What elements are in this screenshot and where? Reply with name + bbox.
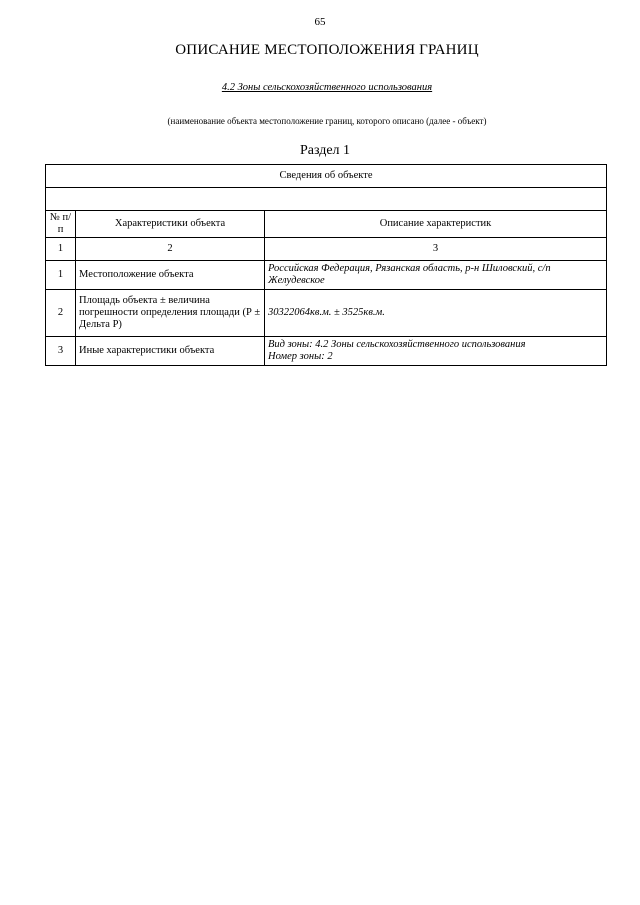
- column-index-3: 3: [265, 238, 607, 261]
- table-blank-row: [46, 188, 607, 211]
- table-columns-row: [46, 211, 607, 238]
- row-description-line: Номер зоны: 2: [268, 351, 333, 362]
- column-header-characteristic: Характеристики объекта: [76, 211, 265, 238]
- row-description: Российская Федерация, Рязанская область, р-н Шиловский, с/п Желудевское: [265, 261, 607, 290]
- document-title: ОПИСАНИЕ МЕСТОПОЛОЖЕНИЯ ГРАНИЦ: [175, 42, 479, 58]
- row-number: 3: [46, 337, 76, 366]
- table-row: [46, 337, 607, 366]
- table-header-row: [46, 165, 607, 188]
- object-caption: (наименование объекта местоположение границ, которого описано (далее - объект): [167, 116, 487, 126]
- row-characteristic: Площадь объекта ± величина погрешности определения площади (Р ± Дельта Р): [76, 290, 265, 337]
- column-header-description: Описание характеристик: [265, 211, 607, 238]
- row-description: [265, 337, 607, 366]
- object-info-table: [45, 164, 607, 366]
- column-index-1: 1: [46, 238, 76, 261]
- row-number: 1: [46, 261, 76, 290]
- table-row: [46, 261, 607, 290]
- table-blank-cell: [46, 188, 607, 211]
- table-column-index-row: [46, 238, 607, 261]
- row-description-line: Вид зоны: 4.2 Зоны сельскохозяйственного использования: [268, 339, 526, 350]
- column-index-2: 2: [76, 238, 265, 261]
- row-number: 2: [46, 290, 76, 337]
- table-row: [46, 290, 607, 337]
- section-title: Раздел 1: [299, 143, 351, 158]
- page-number: 65: [314, 16, 326, 28]
- row-characteristic: Иные характеристики объекта: [76, 337, 265, 366]
- row-description: 30322064кв.м. ± 3525кв.м.: [265, 290, 607, 337]
- object-name-text: 4.2 Зоны сельскохозяйственного использования: [221, 82, 433, 93]
- object-name: [0, 82, 640, 93]
- table-header: Сведения об объекте: [46, 165, 607, 188]
- column-header-number: № п/п: [46, 211, 76, 238]
- row-characteristic: Местоположение объекта: [76, 261, 265, 290]
